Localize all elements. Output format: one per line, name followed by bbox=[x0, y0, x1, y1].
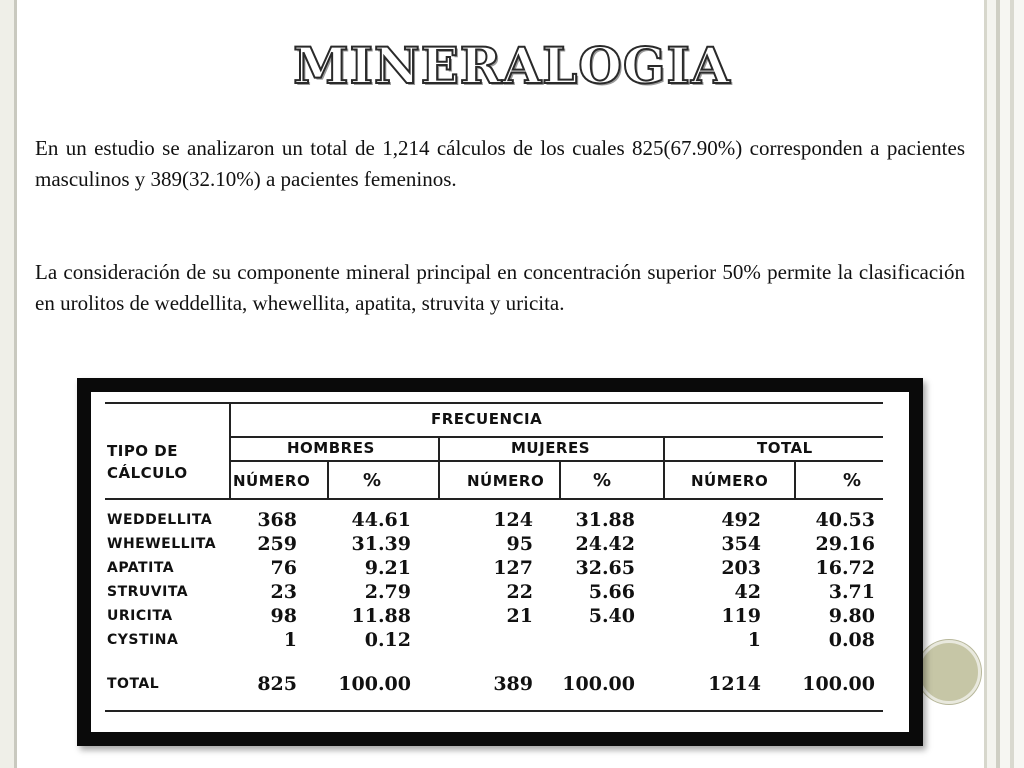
table-row bbox=[91, 508, 909, 532]
row-tipo: WHEWELLITA bbox=[107, 536, 217, 552]
row-h-num: 259 bbox=[257, 533, 297, 555]
total-t-pct: 100.00 bbox=[802, 673, 875, 695]
header-total: TOTAL bbox=[757, 439, 813, 457]
row-h-num: 23 bbox=[270, 581, 297, 603]
header-tipo-line1: TIPO DE bbox=[107, 442, 178, 460]
total-label: TOTAL bbox=[107, 676, 160, 692]
row-tipo: STRUVITA bbox=[107, 584, 189, 600]
row-m-pct: 32.65 bbox=[575, 557, 635, 579]
slide-left-border bbox=[0, 0, 17, 768]
header-bottom-rule bbox=[105, 498, 883, 500]
group-rule bbox=[229, 436, 883, 438]
row-m-num: 21 bbox=[506, 605, 533, 627]
row-h-pct: 11.88 bbox=[351, 605, 411, 627]
total-h-num: 825 bbox=[257, 673, 297, 695]
col-divider-t-pct bbox=[794, 460, 796, 498]
header-tipo-line2: CÁLCULO bbox=[107, 464, 188, 482]
table-row bbox=[91, 604, 909, 628]
row-m-num: 95 bbox=[506, 533, 533, 555]
row-m-num: 124 bbox=[493, 509, 533, 531]
row-t-pct: 16.72 bbox=[815, 557, 875, 579]
header-t-numero: NÚMERO bbox=[691, 472, 769, 490]
row-t-num: 203 bbox=[721, 557, 761, 579]
row-tipo: CYSTINA bbox=[107, 632, 179, 648]
table-row bbox=[91, 532, 909, 556]
header-m-numero: NÚMERO bbox=[467, 472, 545, 490]
row-tipo: APATITA bbox=[107, 560, 175, 576]
table-bottom-rule bbox=[105, 710, 883, 712]
paragraph-classification: La consideración de su componente mineral principal en concentración superior 50% permite la clasificación en urolitos de weddellita, whewellita, apatita, struvita y uricita. bbox=[35, 260, 965, 315]
table-row bbox=[91, 628, 909, 652]
paragraph-study-summary: En un estudio se analizaron un total de 1,214 cálculos de los cuales 825(67.90%) corresponden a pacientes masculinos y 389(32.10%) a pacientes femeninos. bbox=[35, 136, 965, 191]
row-m-num: 22 bbox=[506, 581, 533, 603]
row-t-num: 354 bbox=[721, 533, 761, 555]
row-tipo: WEDDELLITA bbox=[107, 512, 213, 528]
row-h-num: 1 bbox=[283, 629, 297, 651]
col-divider-m-pct bbox=[559, 460, 561, 498]
header-m-pct: % bbox=[593, 470, 612, 491]
header-mujeres: MUJERES bbox=[511, 439, 591, 457]
total-m-pct: 100.00 bbox=[562, 673, 635, 695]
col-divider-h-pct bbox=[327, 460, 329, 498]
col-divider-mujeres bbox=[663, 436, 665, 498]
slide-title: MINERALOGIA bbox=[293, 36, 731, 95]
total-t-num: 1214 bbox=[708, 673, 761, 695]
row-t-pct: 3.71 bbox=[828, 581, 875, 603]
row-m-pct: 31.88 bbox=[575, 509, 635, 531]
row-m-num: 127 bbox=[493, 557, 533, 579]
header-t-pct: % bbox=[843, 470, 862, 491]
row-h-pct: 2.79 bbox=[364, 581, 411, 603]
row-t-pct: 29.16 bbox=[815, 533, 875, 555]
row-tipo: URICITA bbox=[107, 608, 173, 624]
row-h-pct: 9.21 bbox=[364, 557, 411, 579]
table-row bbox=[91, 580, 909, 604]
row-h-pct: 31.39 bbox=[351, 533, 411, 555]
table-total-row bbox=[91, 672, 909, 696]
row-h-num: 98 bbox=[270, 605, 297, 627]
row-t-num: 1 bbox=[747, 629, 761, 651]
col-divider-label bbox=[229, 402, 231, 498]
row-h-pct: 44.61 bbox=[351, 509, 411, 531]
decorative-circle bbox=[917, 640, 981, 704]
slide-right-border bbox=[976, 0, 1024, 768]
row-h-num: 76 bbox=[270, 557, 297, 579]
header-h-numero: NÚMERO bbox=[233, 472, 311, 490]
frequency-table bbox=[91, 392, 909, 732]
row-t-pct: 0.08 bbox=[828, 629, 875, 651]
col-divider-hombres bbox=[438, 436, 440, 498]
row-m-pct: 5.40 bbox=[588, 605, 635, 627]
row-t-num: 492 bbox=[721, 509, 761, 531]
row-h-pct: 0.12 bbox=[364, 629, 411, 651]
total-m-num: 389 bbox=[493, 673, 533, 695]
frequency-table-image bbox=[77, 378, 923, 746]
row-t-pct: 40.53 bbox=[815, 509, 875, 531]
table-row bbox=[91, 556, 909, 580]
row-t-pct: 9.80 bbox=[828, 605, 875, 627]
row-t-num: 119 bbox=[721, 605, 761, 627]
header-h-pct: % bbox=[363, 470, 382, 491]
row-m-pct: 5.66 bbox=[588, 581, 635, 603]
total-h-pct: 100.00 bbox=[338, 673, 411, 695]
row-t-num: 42 bbox=[734, 581, 761, 603]
header-hombres: HOMBRES bbox=[287, 439, 375, 457]
table-top-rule bbox=[105, 402, 883, 404]
row-h-num: 368 bbox=[257, 509, 297, 531]
header-frecuencia: FRECUENCIA bbox=[431, 410, 543, 428]
row-m-pct: 24.42 bbox=[575, 533, 635, 555]
